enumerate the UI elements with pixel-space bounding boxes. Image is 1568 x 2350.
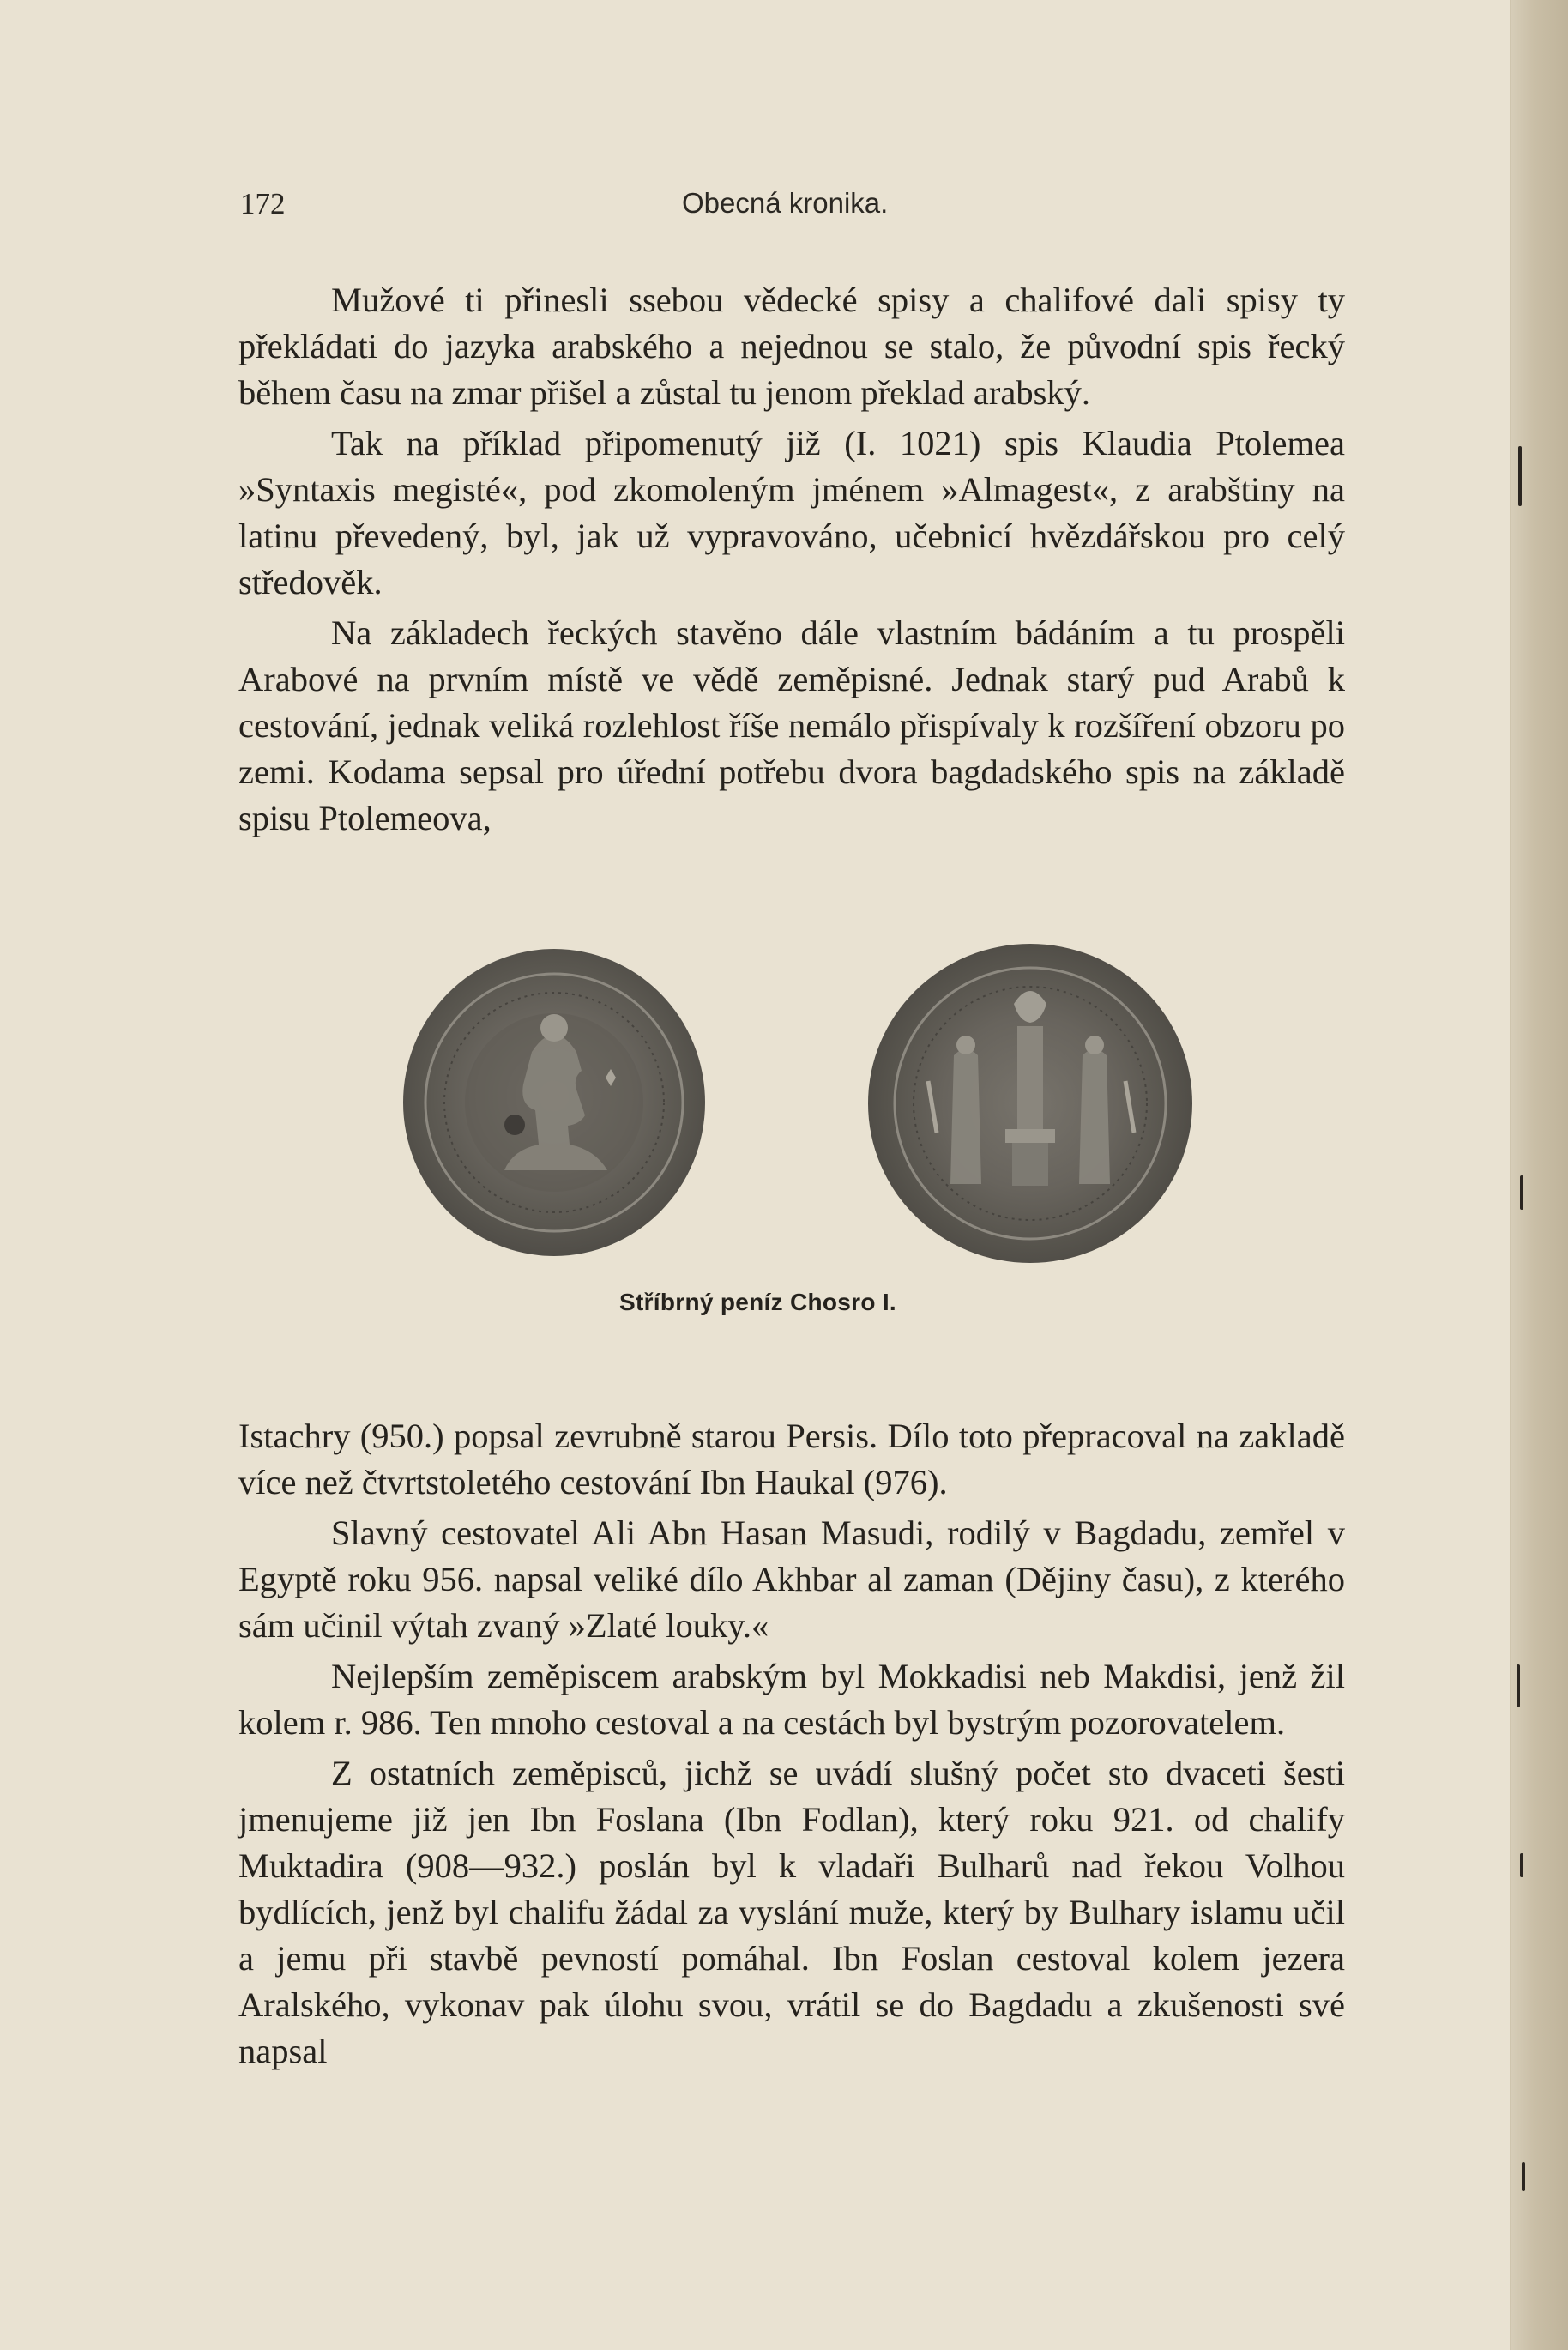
paragraph: Tak na příklad připomenutý již (I. 1021) spis Klaudia Ptolemea »Syntaxis megisté«, pod zkomoleným jménem »Almagest«, z arabštiny na latinu převedený, byl, jak už vypravováno, učebnicí hvězdářskou pro celý středověk. xyxy=(238,424,1345,601)
running-title: Obecná kronika. xyxy=(682,187,889,219)
page-number: 172 xyxy=(240,187,286,221)
figure-caption: Stříbrný peníz Chosro I. xyxy=(619,1289,897,1315)
coin-reverse-illustration xyxy=(868,944,1192,1263)
paragraph: Istachry (950.) popsal zevrubně starou Persis. Dílo toto přepracoval na zakladě více než čtvrtstoletého cestování Ibn Haukal (976). xyxy=(238,1417,1345,1501)
edge-mark xyxy=(1522,2162,1525,2191)
coin-obverse-image xyxy=(403,949,705,1256)
coin-obverse-illustration xyxy=(403,949,705,1256)
edge-mark xyxy=(1517,1664,1520,1707)
coin-figure xyxy=(403,944,1201,1270)
text-block-top xyxy=(238,277,1345,842)
edge-mark xyxy=(1518,446,1522,506)
running-head xyxy=(240,187,1347,230)
coin-reverse-image xyxy=(868,944,1192,1263)
edge-mark xyxy=(1520,1175,1523,1210)
paragraph: Mužové ti přinesli ssebou vědecké spisy a chalifové dali spisy ty překládati do jazyka arabského a nejednou se stalo, že původní spis řecký během času na zmar přišel a zůstal tu jenom překlad arabský. xyxy=(238,281,1345,412)
page-edge xyxy=(1510,0,1568,2350)
paragraph: Nejlepším zeměpiscem arabským byl Mokkadisi neb Makdisi, jenž žil kolem r. 986. Ten mnoho cestoval a na cestách byl bystrým pozorovatelem. xyxy=(238,1657,1345,1742)
paragraph: Na základech řeckých stavěno dále vlastním bádáním a tu prospěli Arabové na prvním místě ve vědě zeměpisné. Jednak starý pud Arabů k cestování, jednak veliká rozlehlost říše nemálo přispívaly k rozšíření obzoru po zemi. Kodama sepsal pro úřední potřebu dvora bagdadského spis na základě spisu Ptolemeova, xyxy=(238,613,1345,837)
edge-mark xyxy=(1520,1853,1523,1877)
text-block-bottom xyxy=(238,1413,1345,2075)
paragraph: Z ostatních zeměpisců, jichž se uvádí slušný počet sto dvaceti šesti jmenujeme již jen Ibn Foslana (Ibn Fodlan), který roku 921. od chalify Muktadira (908—932.) poslán byl k vladaři Bulharů nad řekou Volhou bydlících, jenž byl chalifu žádal za vyslání muže, který by Bulhary islamu učil a jemu při stavbě pevností pomáhal. Ibn Foslan cestoval kolem jezera Aralského, vykonav pak úlohu svou, vrátil se do Bagdadu a zkušenosti své napsal xyxy=(238,1754,1345,2070)
paragraph: Slavný cestovatel Ali Abn Hasan Masudi, rodilý v Bagdadu, zemřel v Egyptě roku 956. napsal veliké dílo Akhbar al zaman (Dějiny času), z kterého sám učinil výtah zvaný »Zlaté louky.« xyxy=(238,1513,1345,1645)
